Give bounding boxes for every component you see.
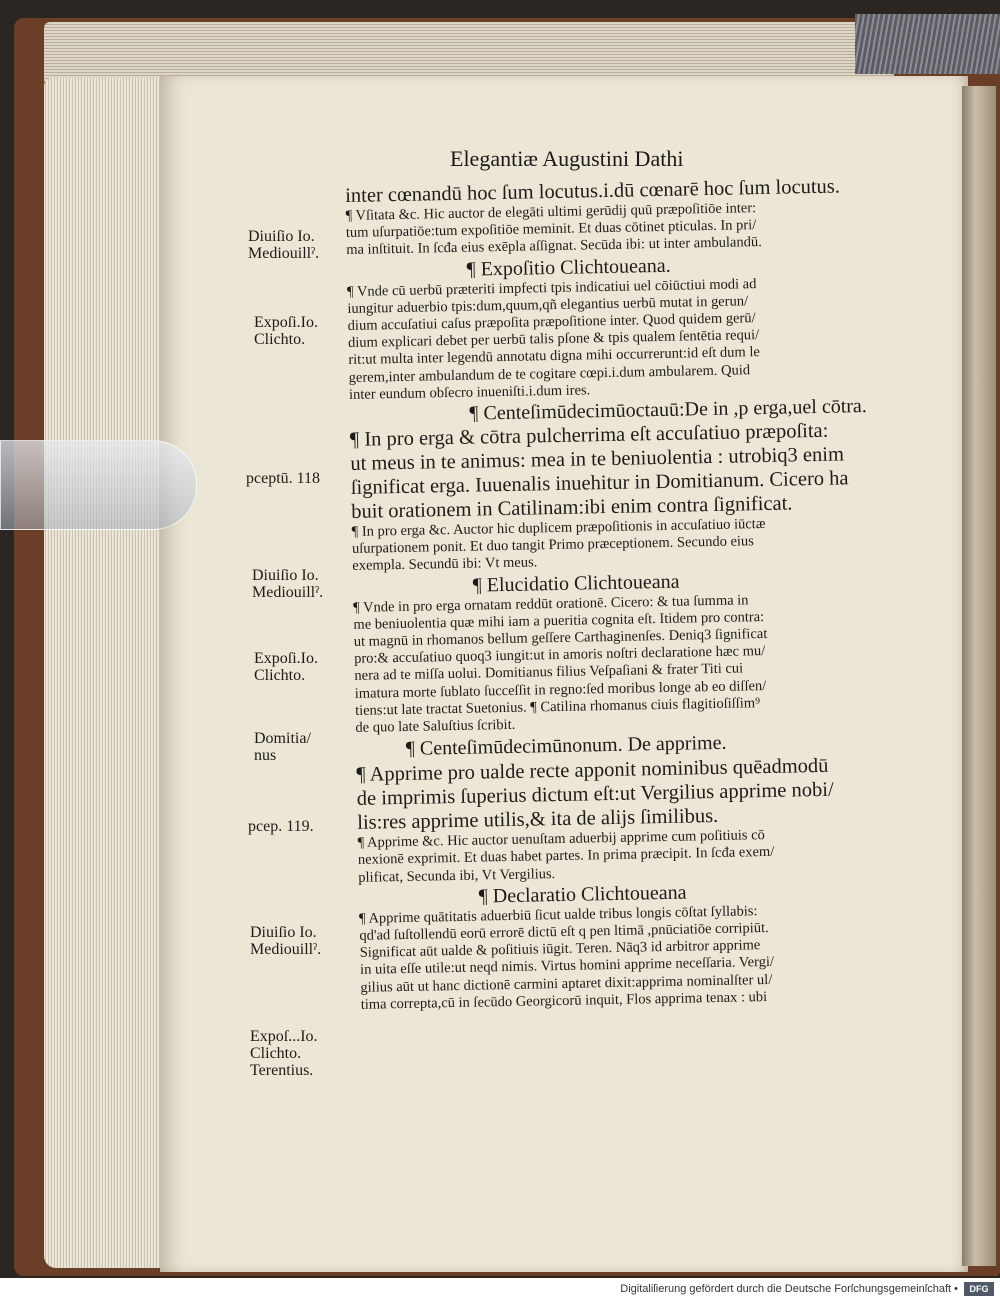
- glass-page-weight: [0, 440, 197, 530]
- text-line: ¶ Declaratio Clichtoueana: [478, 881, 687, 908]
- text-line: inter cœnandū hoc ſum locutus.i.dū cœnarē hoc ſum locutus.: [345, 175, 841, 207]
- margin-note-line: Terentius.: [250, 1062, 314, 1079]
- text-line: nera ad te miſſa uolui. Domitianus filius Veſpaſiani & frater Titi cui: [354, 660, 744, 685]
- margin-note-line: Mediouillˀ.: [252, 584, 324, 601]
- margin-note-line: Clichto.: [254, 667, 306, 684]
- text-line: ¶ Vnde in pro erga ornatam reddūt orationē. Cicero: & tua ſumma in: [352, 591, 749, 616]
- text-line: ma inſtituit. In ſcđa eius exēpla aſſignat. Secūda ibi: ut inter ambulandū.: [346, 234, 762, 259]
- text-line: ¶ Apprime &c. Hic auctor uenuſtam aduerbij apprime cum poſitiuis cō: [357, 827, 765, 852]
- margin-note-line: pceptū. 118: [246, 470, 321, 487]
- margin-note-line: Expoſi.Io.: [254, 650, 318, 667]
- text-line: plificat, Secunda ibi, Vt Vergilius.: [358, 865, 556, 886]
- text-line: ¶ Apprime pro ualde recte apponit nominibus quēadmodū: [356, 755, 829, 787]
- margin-note-line: pcep. 119.: [248, 818, 314, 835]
- book-page-edges-top: [44, 22, 894, 82]
- text-line: nexionē exprimit. Et duas habet partes. In prima præcipit. In ſcđa exem/: [357, 844, 775, 869]
- margin-note-line: Clichto.: [250, 1045, 302, 1062]
- text-line: ¶ In pro erga &c. Auctor hic duplicem præpoſitionis in accuſatiuo iūctæ: [351, 516, 766, 540]
- margin-note-line: Diuiſio Io.: [250, 924, 317, 941]
- margin-note-line: Mediouillˀ.: [248, 245, 320, 262]
- margin-note-precep-119: [248, 818, 314, 835]
- footer-credit: Digitaliſierung gefördert durch die Deutsche Forſchungsgemeinſchaft •: [620, 1283, 958, 1295]
- footer-bar: [0, 1278, 1000, 1301]
- text-line: dium accuſatiui caſus præpoſita præpoſitione inter. Quod quidem gerū/: [347, 310, 756, 334]
- margin-note-divisio-3: [250, 924, 321, 958]
- text-line: ¶ Vnde cū uerbū præteriti impfecti tpis indicatiui uel cōiūctiui modi ad: [346, 275, 757, 300]
- text-line: dium explicari debet per uerbū talis pſone & tpis qualem ſentētia requi/: [347, 327, 760, 352]
- text-line: Significat aūt ualde & poſitiuis iūgit. Teren. Nāq3 id arbitror apprime: [359, 937, 761, 962]
- running-header: Elegantiæ Augustini Dathi: [450, 146, 684, 171]
- text-line: de quo late Saluſtius ſcribit.: [355, 716, 516, 736]
- margin-note-line: Expoſi.Io.: [254, 314, 318, 331]
- text-line: ¶ Centeſimūdecimūnonum. De apprime.: [405, 732, 727, 761]
- text-line: me beniuolentia quæ mihi iam a pueritia cognita eſt. Itidem pro contra:: [353, 608, 765, 633]
- text-line: iungitur aduerbio tpis:dum,quum,qñ elegantius uerbū mutat in gerun/: [347, 293, 749, 317]
- text-line: ¶ Expoſitio Clichtoueana.: [466, 254, 671, 281]
- page-stack-left: [44, 78, 166, 1268]
- page-edge-right: [962, 86, 996, 1266]
- margin-note-line: Diuiſio Io.: [248, 228, 315, 245]
- body-text: [345, 172, 971, 1014]
- text-line: ut magnū in rhomanos bellum geſſere Carthaginenſes. Deniq3 ſignificat: [353, 626, 768, 650]
- text-line: ¶ Elucidatio Clichtoueana: [472, 570, 680, 597]
- margin-note-exposi-3: [250, 1028, 318, 1079]
- margin-note-line: Mediouillˀ.: [250, 941, 322, 958]
- text-line: ¶ Vſitata &c. Hic auctor de elegāti ultimi gerūdij quū præpoſitiōe inter:: [345, 200, 757, 224]
- margin-note-line: Diuiſio Io.: [252, 567, 319, 584]
- text-line: buit orationem in Catilinam:ibi enim contra ſignificat.: [351, 492, 793, 523]
- margin-note-exposi-1: [254, 314, 318, 348]
- text-line: in uita eſſe utile:ut neqd nimis. Virtus homini apprime neceſſaria. Vergi/: [359, 954, 775, 979]
- text-line: ut meus in te animus: mea in te beniuolentia : utrobiq3 enim: [350, 443, 845, 475]
- margin-note-line: Clichto.: [254, 331, 306, 348]
- text-line: ¶ Centeſimūdecimūoctauū:De in ,p erga,uel cōtra.: [469, 395, 868, 425]
- text-line: ¶ In pro erga & cōtra pulcherrima eſt accuſatiuo præpoſita:: [349, 419, 829, 451]
- margin-note-exposi-2: [254, 650, 318, 684]
- text-line: pro:& accuſatiuo quoq3 iungit:ut in amoris noſtri declaratione hæc mu/: [353, 643, 766, 668]
- margin-note-line: nus: [254, 747, 277, 764]
- text-line: qd'ad ſuſtollendū eorū errorē dictū eſt q pen ltimā ,pnūciatiōe corripiūt.: [359, 920, 769, 944]
- text-line: lis:res apprime utilis,& ita de alijs ſimilibus.: [357, 805, 719, 835]
- text-line: tiens:ut late tractat Suetonius. ¶ Catilina rhomanus ciuis flagitioſiſſim⁹: [354, 694, 761, 719]
- text-line: gerem,inter ambulandum de te cogitare cœpi.i.dum ambularem. Quid: [348, 361, 751, 386]
- text-line: ¶ Apprime quātitatis aduerbiū ſicut ualde tribus longis cōſtat ſyllabis:: [358, 903, 758, 927]
- margin-note-divisio-2: [252, 567, 323, 601]
- text-line: inter eundum obſecro inueniſti.i.dum ires.: [348, 382, 591, 403]
- text-line: imatura morte ſublato ſucceſſit in regno:ſed moribus longe ab eo diſſen/: [354, 677, 767, 702]
- text-line: uſurpationem ponit. Et duo tangit Primo præceptionem. Secundo eius: [351, 533, 755, 558]
- text-line: ſignificat erga. Iuuenalis inuehitur in Domitianum. Cicero ha: [350, 467, 849, 499]
- text-line: de imprimis ſuperius dictum eſt:ut Vergilius apprime nobi/: [356, 778, 834, 811]
- text-line: tima correpta,cū in ſecūdo Georgicorū inquit, Flos apprima tenax : ubi: [360, 988, 768, 1013]
- margin-note-divisio-1: [248, 228, 319, 262]
- dfg-logo: DFG: [964, 1282, 994, 1296]
- bookmark-ribbon: [855, 14, 1000, 74]
- margin-note-domitianus: [254, 730, 311, 764]
- text-line: exempla. Secundū ibi: Vt meus.: [352, 554, 538, 575]
- margin-note-line: Expoſ...Io.: [250, 1028, 318, 1045]
- text-line: tum uſurpatiōe:tum expoſitiōe meminit. Et duas cōtinet pticulas. In pri/: [345, 217, 757, 242]
- margin-note-line: Domitia/: [254, 730, 311, 747]
- margin-note-preceptum-118: [246, 470, 320, 487]
- text-line: rit:ut multa inter legendū annotatu digna mihi occurrerunt:id eſt dum le: [348, 344, 760, 369]
- text-line: gilius aūt ut hanc dictionē carmini aptaret dixit:apprima nominalſter ul/: [360, 971, 773, 996]
